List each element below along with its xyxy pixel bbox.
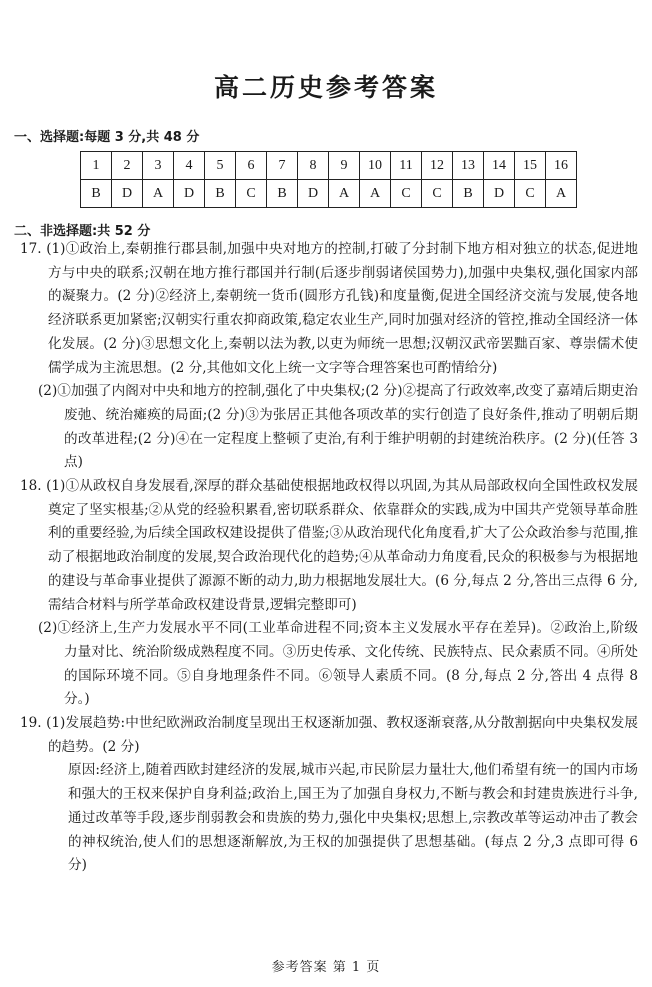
answer-table-number-row — [81, 152, 577, 180]
question-number-cell: 6 — [236, 152, 267, 180]
q18-part2: (2)①经济上,生产力发展水平不同(工业革命进程不同;资本主义发展水平存在差异)。②政治上,阶级力量对比、统治阶级成熟程度不同。③历史传承、文化传统、民族特点、民众素质不同。④所处的国际环境不同。⑤自身地理条件不同。⑥领导人素质不同。(8 分,每点 2 分,答出 4 点得 8 分。) — [38, 620, 638, 708]
answer-cell: D — [174, 180, 205, 208]
question-number-cell: 11 — [391, 152, 422, 180]
answer-cell: C — [422, 180, 453, 208]
answer-cell: B — [267, 180, 298, 208]
answer-cell: B — [81, 180, 112, 208]
q17-part1: 17. (1)①政治上,秦朝推行郡县制,加强中央对地方的控制,打破了分封制下地方相对独立的状态,促进地方与中央的联系;汉朝在地方推行郡国并行制(后逐步削弱诸侯国势力),加强中央集权,强化国家内部的凝聚力。(2 分)②经济上,秦朝统一货币(圆形方孔钱)和度量衡,促进全国经济交流与发展,使各地经济联系更加紧密;汉朝实行重农抑商政策,稳定农业生产,同时加强对经济的管控,推动全国经济一体化发展。(2 分)③思想文化上,秦朝以法为教,以吏为师统一思想;汉朝汉武帝罢黜百家、尊崇儒术使儒学成为主流思想。(2 分,其他如文化上统一文字等合理答案也可酌情给分) — [20, 241, 638, 376]
question-number-cell: 4 — [174, 152, 205, 180]
page-title: 高二历史参考答案 — [213, 73, 438, 102]
question-number-cell: 10 — [360, 152, 391, 180]
answer-cell: D — [298, 180, 329, 208]
question-number-cell: 12 — [422, 152, 453, 180]
answer-cell: B — [453, 180, 484, 208]
answer-cell: C — [515, 180, 546, 208]
question-number-cell: 3 — [143, 152, 174, 180]
question-number-cell: 9 — [329, 152, 360, 180]
answer-cell: D — [112, 180, 143, 208]
question-number-cell: 8 — [298, 152, 329, 180]
page-footer: 参考答案 第 1 页 — [271, 960, 381, 975]
section-1-heading: 一、选择题:每题 3 分,共 48 分 — [14, 130, 200, 145]
answer-cell: A — [360, 180, 391, 208]
question-number-cell: 16 — [546, 152, 577, 180]
q19-part1: 19. (1)发展趋势:中世纪欧洲政治制度呈现出王权逐渐加强、教权逐渐衰落,从分散割据向中央集权发展的趋势。(2 分) — [20, 715, 638, 755]
answer-cell: A — [329, 180, 360, 208]
answer-cell: A — [546, 180, 577, 208]
question-number-cell: 2 — [112, 152, 143, 180]
answers-body — [20, 238, 638, 878]
answer-cell: C — [391, 180, 422, 208]
q17-part2: (2)①加强了内阁对中央和地方的控制,强化了中央集权;(2 分)②提高了行政效率,改变了嘉靖后期吏治废弛、统治瘫痪的局面;(2 分)③为张居正其他各项改革的实行创造了良好条件,推动了明朝后期的改革进程;(2 分)④在一定程度上整顿了吏治,有利于维护明朝的封建统治秩序。(2 分)(任答 3 点) — [38, 383, 638, 471]
section-2-heading: 二、非选择题:共 52 分 — [14, 224, 151, 239]
answer-cell: A — [143, 180, 174, 208]
question-number-cell: 14 — [484, 152, 515, 180]
question-number-cell: 7 — [267, 152, 298, 180]
question-number-cell: 5 — [205, 152, 236, 180]
answer-table-answer-row — [81, 180, 577, 208]
answer-cell: B — [205, 180, 236, 208]
question-number-cell: 13 — [453, 152, 484, 180]
answer-table — [80, 151, 577, 208]
question-number-cell: 15 — [515, 152, 546, 180]
question-number-cell: 1 — [81, 152, 112, 180]
answer-cell: C — [236, 180, 267, 208]
answer-cell: D — [484, 180, 515, 208]
q19-reason: 原因:经济上,随着西欧封建经济的发展,城市兴起,市民阶层力量壮大,他们希望有统一的国内市场和强大的王权来保护自身利益;政治上,国王为了加强自身权力,不断与教会和封建贵族进行斗争,通过改革等手段,逐步削弱教会和贵族的势力,强化中央集权;思想上,宗教改革等运动冲击了教会的神权统治,使人们的思想逐渐解放,为王权的加强提供了思想基础。(每点 2 分,3 点即可得 6 分) — [68, 762, 638, 874]
q18-part1: 18. (1)①从政权自身发展看,深厚的群众基础使根据地政权得以巩固,为其从局部政权向全国性政权发展奠定了坚实根基;②从党的经验积累看,密切联系群众、依靠群众的实践,成为中国共产党领导革命胜利的重要经验,为后续全国政权建设提供了借鉴;③从政治现代化角度看,扩大了公众政治参与范围,推动了根据地政治制度的发展,契合政治现代化的趋势;④从革命动力角度看,民众的积极参与为根据地的建设与革命事业提供了源源不断的动力,助力根据地发展壮大。(6 分,每点 2 分,答出三点得 6 分,需结合材料与所学革命政权建设背景,逻辑完整即可) — [20, 478, 638, 613]
